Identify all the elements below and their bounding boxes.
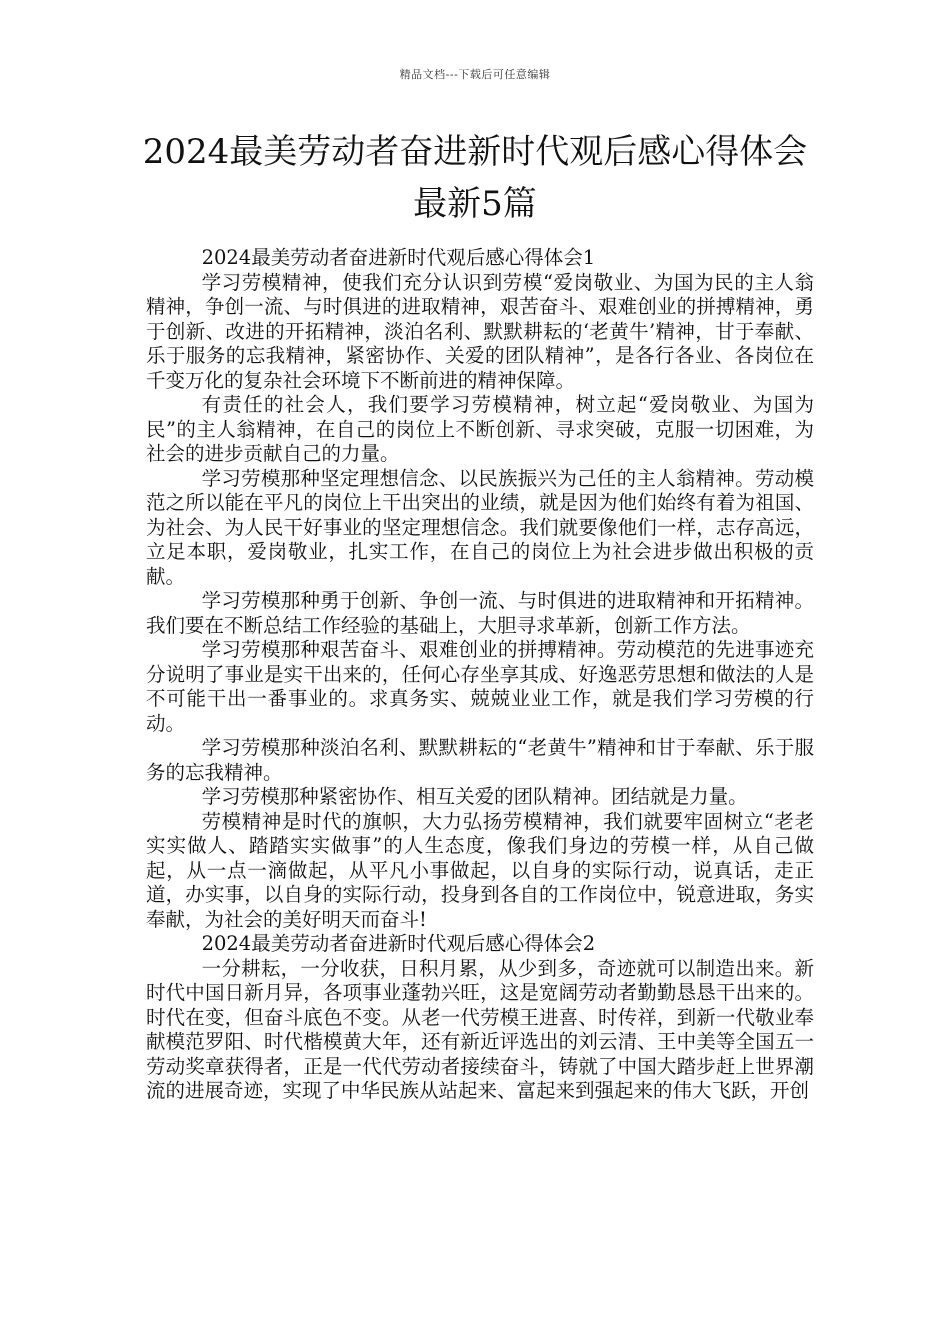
paragraph: 一分耕耘，一分收获，日积月累，从少到多，奇迹就可以制造出来。新时代中国日新月异，各项事业蓬勃兴旺，这是宽阔劳动者勤勤恳恳干出来的。时代在变，但奋斗底色不变。从老一代劳模王进喜、时传祥，到新一代敬业奉献模范罗阳、时代楷模黄大年，还有新近评选出的刘云清、王中美等全国五一劳动奖章获得者，正是一代代劳动者接续奋斗，铸就了中国大踏步赶上世界潮流的进展奇迹，实现了中华民族从站起来、富起来到强起来的伟大飞跃，开创 bbox=[146, 956, 814, 1102]
paragraph: 学习劳模精神，使我们充分认识到劳模“爱岗敬业、为国为民的主人翁精神，争创一流、与时俱进的进取精神，艰苦奋斗、艰难创业的拼搏精神，勇于创新、改进的开拓精神，淡泊名利、默默耕耘的‘老黄牛’精神，甘于奉献、乐于服务的忘我精神，紧密协作、关爱的团队精神”，是各行各业、各岗位在千变万化的复杂社会环境下不断前进的精神保障。 bbox=[146, 270, 814, 392]
paragraph: 劳模精神是时代的旗帜，大力弘扬劳模精神，我们就要牢固树立“老老实实做人、踏踏实实做事”的人生态度，像我们身边的劳模一样，从自己做起，从一点一滴做起，从平凡小事做起，以自身的实际行动，说真话，走正道，办实事，以自身的实际行动，投身到各自的工作岗位中，锐意进取，务实奉献，为社会的美好明天而奋斗! bbox=[146, 809, 814, 931]
document-body bbox=[146, 246, 814, 1104]
paragraph: 学习劳模那种勇于创新、争创一流、与时俱进的进取精神和开拓精神。我们要在不断总结工作经验的基础上，大胆寻求革新，创新工作方法。 bbox=[146, 589, 814, 637]
paragraph: 学习劳模那种艰苦奋斗、艰难创业的拼搏精神。劳动模范的先进事迹充分说明了事业是实干出来的，任何心存坐享其成、好逸恶劳思想和做法的人是不可能干出一番事业的。求真务实、兢兢业业工作，就是我们学习劳模的行动。 bbox=[146, 638, 814, 735]
paragraph: 学习劳模那种坚定理想信念、以民族振兴为己任的主人翁精神。劳动模范之所以能在平凡的岗位上干出突出的业绩，就是因为他们始终有着为祖国、为社会、为人民干好事业的坚定理想信念。我们就要像他们一样，志存高远，立足本职，爱岗敬业，扎实工作，在自己的岗位上为社会进步做出积极的贡献。 bbox=[146, 466, 814, 588]
section-heading: 2024最美劳动者奋进新时代观后感心得体会1 bbox=[201, 246, 596, 269]
section-heading: 2024最美劳动者奋进新时代观后感心得体会2 bbox=[201, 932, 596, 955]
document-title: 2024最美劳动者奋进新时代观后感心得体会最新5篇 bbox=[142, 132, 808, 224]
paragraph: 学习劳模那种淡泊名利、默默耕耘的“老黄牛”精神和甘于奉献、乐于服务的忘我精神。 bbox=[146, 736, 814, 784]
page-header: 精品文档---下载后可任意编辑 bbox=[399, 68, 551, 81]
paragraph: 有责任的社会人，我们要学习劳模精神，树立起“爱岗敬业、为国为民”的主人翁精神，在自己的岗位上不断创新、寻求突破，克服一切困难，为社会的进步贡献自己的力量。 bbox=[146, 393, 814, 465]
paragraph: 学习劳模那种紧密协作、相互关爱的团队精神。团结就是力量。 bbox=[201, 785, 748, 808]
